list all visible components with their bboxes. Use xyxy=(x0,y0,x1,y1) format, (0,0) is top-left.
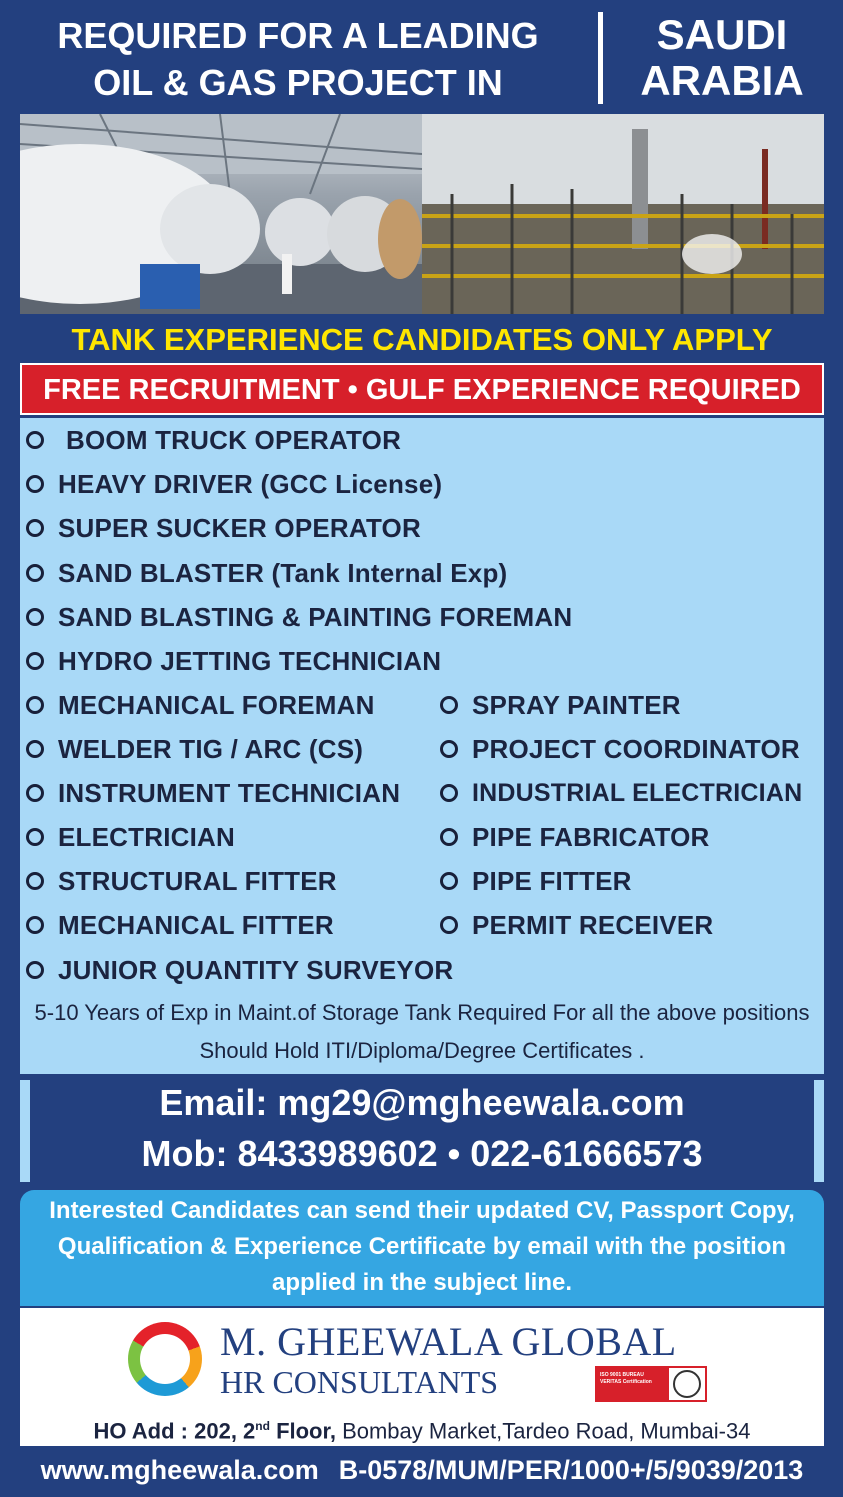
job-title: MECHANICAL FOREMAN xyxy=(58,689,375,720)
company-logo-icon xyxy=(128,1322,202,1396)
header-line-1: REQUIRED FOR A LEADING xyxy=(57,15,539,56)
company-subtitle: HR CONSULTANTS xyxy=(220,1364,499,1400)
job-item xyxy=(440,729,800,769)
address-rest: Bombay Market,Tardeo Road, Mumbai-34 xyxy=(335,1418,751,1444)
job-item xyxy=(26,553,507,593)
experience-line-2: Should Hold ITI/Diploma/Degree Certificates . xyxy=(199,1038,645,1063)
apply-line-3: applied in the subject line. xyxy=(271,1269,573,1296)
header-country xyxy=(612,12,832,104)
job-item xyxy=(440,685,681,725)
apply-line-1: Interested Candidates can send their updated CV, Passport Copy, xyxy=(49,1197,795,1224)
contact-box xyxy=(20,1080,824,1182)
experience-note xyxy=(20,994,824,1070)
job-item xyxy=(26,773,400,813)
job-item xyxy=(26,508,421,548)
job-title: STRUCTURAL FITTER xyxy=(58,865,337,896)
apply-instructions xyxy=(20,1190,824,1306)
free-recruitment-banner: FREE RECRUITMENT • GULF EXPERIENCE REQUIRED xyxy=(20,363,824,415)
refinery-photo xyxy=(422,114,824,314)
company-footer xyxy=(20,1308,824,1446)
address-floor: Floor, xyxy=(269,1418,336,1444)
certification-text: ISO 9001 BUREAU VERITAS Certification xyxy=(597,1368,669,1400)
job-item xyxy=(26,905,334,945)
header-divider xyxy=(598,12,603,104)
bullet-circle-icon xyxy=(440,740,458,758)
job-title: ELECTRICIAN xyxy=(58,821,235,852)
experience-line-1: 5-10 Years of Exp in Maint.of Storage Tank Required For all the above positions xyxy=(34,1000,810,1025)
bullet-circle-icon xyxy=(26,608,44,626)
bullet-circle-icon xyxy=(26,961,44,979)
license-number: B-0578/MUM/PER/1000+/5/9039/2013 xyxy=(338,1455,804,1485)
website-link[interactable]: www.mgheewala.com xyxy=(40,1455,319,1485)
job-item xyxy=(26,817,235,857)
country-line-1: SAUDI xyxy=(656,11,788,58)
job-title: PERMIT RECEIVER xyxy=(472,909,714,940)
job-title: WELDER TIG / ARC (CS) xyxy=(58,733,364,764)
head-office-address xyxy=(20,1410,824,1447)
job-title: HEAVY DRIVER (GCC License) xyxy=(58,468,443,499)
job-item xyxy=(440,905,713,945)
job-title: INSTRUMENT TECHNICIAN xyxy=(58,777,401,808)
job-item xyxy=(26,950,453,990)
header xyxy=(0,0,843,112)
bullet-circle-icon xyxy=(26,652,44,670)
job-item xyxy=(26,420,401,460)
bullet-circle-icon xyxy=(440,872,458,890)
mobile-contact[interactable]: Mob: 8433989602 • 022-61666573 xyxy=(141,1133,703,1174)
address-prefix: HO Add : 202, 2 xyxy=(93,1418,256,1444)
bullet-circle-icon xyxy=(440,828,458,846)
job-title: BOOM TRUCK OPERATOR xyxy=(66,424,402,455)
address-superscript: nd xyxy=(255,1419,270,1433)
bullet-circle-icon xyxy=(26,475,44,493)
job-item xyxy=(26,464,442,504)
tank-experience-banner: TANK EXPERIENCE CANDIDATES ONLY APPLY xyxy=(71,322,773,357)
job-item xyxy=(26,597,572,637)
job-title: SAND BLASTER (Tank Internal Exp) xyxy=(58,557,508,588)
job-title: MECHANICAL FITTER xyxy=(58,909,334,940)
certification-badge xyxy=(595,1366,707,1402)
bullet-circle-icon xyxy=(26,696,44,714)
job-list-panel xyxy=(20,418,824,1074)
job-title: PIPE FITTER xyxy=(472,865,632,896)
certification-emblem-icon xyxy=(669,1368,705,1400)
email-contact[interactable]: Email: mg29@mgheewala.com xyxy=(159,1082,685,1123)
job-item xyxy=(26,685,375,725)
bullet-circle-icon xyxy=(440,916,458,934)
job-title: SUPER SUCKER OPERATOR xyxy=(58,512,421,543)
bullet-circle-icon xyxy=(440,696,458,714)
bullet-circle-icon xyxy=(26,916,44,934)
footer-bar xyxy=(20,1448,824,1492)
job-item xyxy=(26,641,441,681)
job-title: SPRAY PAINTER xyxy=(472,689,681,720)
bullet-circle-icon xyxy=(440,784,458,802)
job-title: SAND BLASTING & PAINTING FOREMAN xyxy=(58,601,573,632)
photo-banner xyxy=(20,114,824,314)
country-line-2: ARABIA xyxy=(640,57,804,104)
tank-factory-photo xyxy=(20,114,422,314)
job-item xyxy=(26,729,363,769)
job-item xyxy=(440,773,802,813)
company-name: M. GHEEWALA GLOBAL xyxy=(220,1319,677,1364)
bullet-circle-icon xyxy=(26,740,44,758)
job-title: HYDRO JETTING TECHNICIAN xyxy=(58,645,442,676)
bullet-circle-icon xyxy=(26,784,44,802)
job-title: JUNIOR QUANTITY SURVEYOR xyxy=(58,954,454,985)
job-title: PROJECT COORDINATOR xyxy=(472,733,800,764)
bullet-circle-icon xyxy=(26,519,44,537)
bullet-circle-icon xyxy=(26,828,44,846)
header-line-2: OIL & GAS PROJECT IN xyxy=(93,62,503,103)
job-title: INDUSTRIAL ELECTRICIAN xyxy=(472,778,803,807)
apply-line-2: Qualification & Experience Certificate by email with the position xyxy=(57,1233,787,1260)
bullet-circle-icon xyxy=(26,431,44,449)
bullet-circle-icon xyxy=(26,872,44,890)
job-title: PIPE FABRICATOR xyxy=(472,821,710,852)
job-item xyxy=(26,861,337,901)
header-title xyxy=(14,12,582,106)
job-item xyxy=(440,817,710,857)
bullet-circle-icon xyxy=(26,564,44,582)
job-item xyxy=(440,861,632,901)
